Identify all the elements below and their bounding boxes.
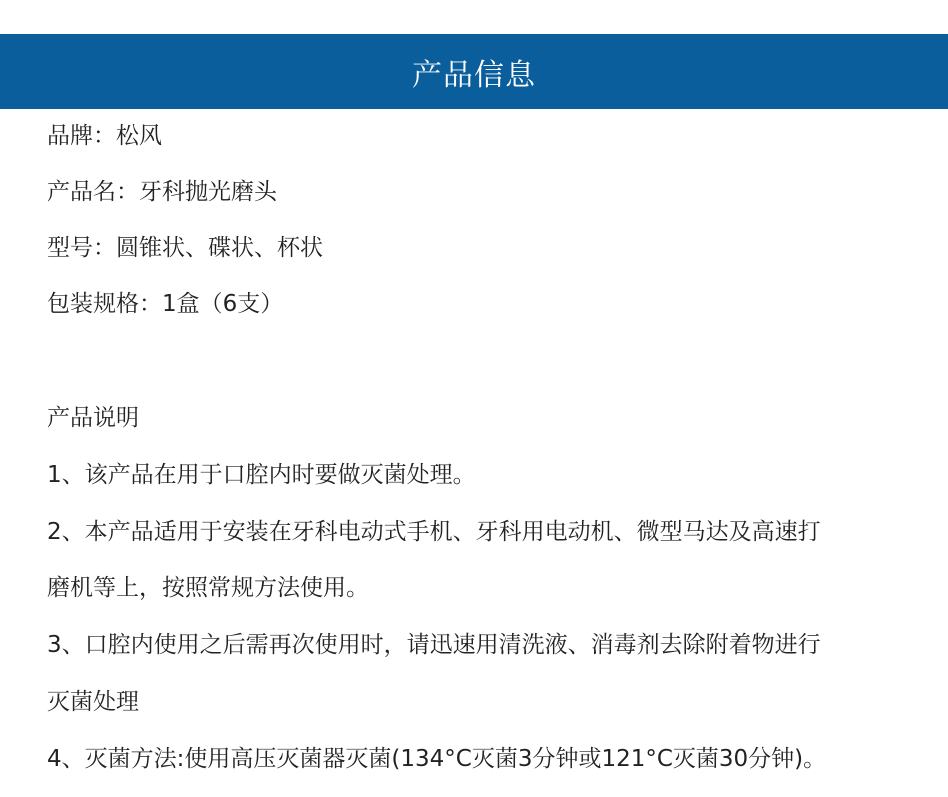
description-heading: 产品说明 bbox=[47, 405, 139, 431]
section-title: 产品信息 bbox=[412, 57, 536, 93]
model-line: 型号：圆锥状、碟状、杯状 bbox=[47, 235, 323, 261]
description-item-1: 1、该产品在用于口腔内时要做灭菌处理。 bbox=[47, 462, 476, 488]
brand-line: 品牌：松风 bbox=[47, 123, 162, 149]
section-header-bar bbox=[0, 34, 948, 109]
description-item-2-line-1: 2、本产品适用于安装在牙科电动式手机、牙科用电动机、微型马达及高速打 bbox=[47, 519, 821, 545]
description-item-3-line-2: 灭菌处理 bbox=[47, 689, 139, 715]
description-item-2-line-2: 磨机等上，按照常规方法使用。 bbox=[47, 575, 369, 601]
packaging-line: 包装规格：1盒（6支） bbox=[47, 291, 284, 317]
product-name-line: 产品名：牙科抛光磨头 bbox=[47, 179, 277, 205]
description-item-4: 4、灭菌方法:使用高压灭菌器灭菌(134°C灭菌3分钟或121°C灭菌30分钟)。 bbox=[47, 746, 827, 772]
description-item-3-line-1: 3、口腔内使用之后需再次使用时，请迅速用清洗液、消毒剂去除附着物进行 bbox=[47, 632, 821, 658]
